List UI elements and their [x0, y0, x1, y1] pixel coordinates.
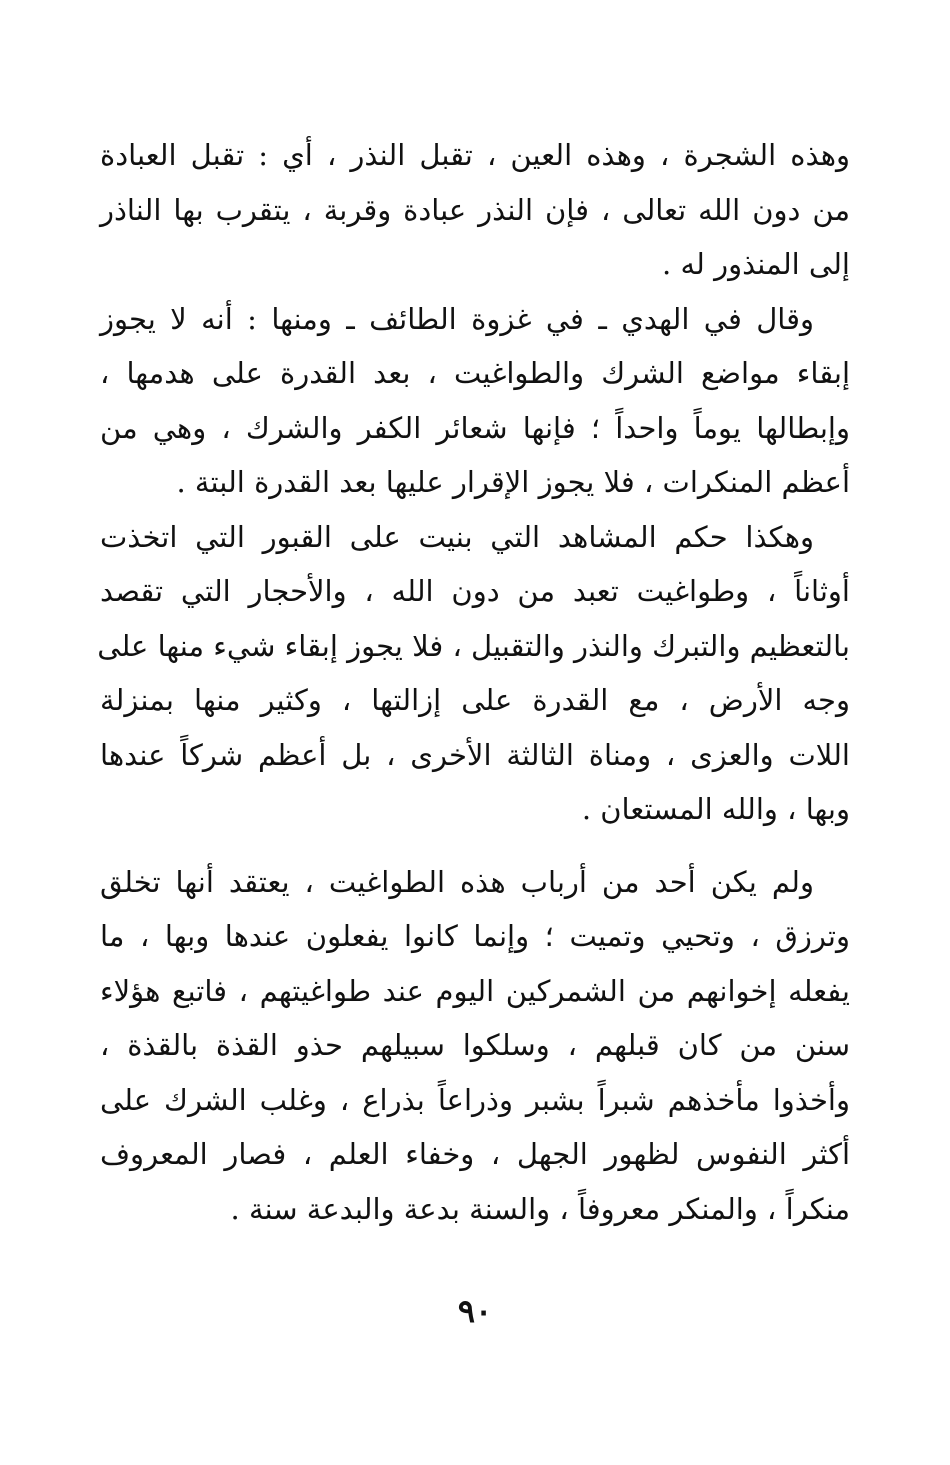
page-number: ٩٠	[457, 1292, 493, 1330]
paragraph-line: منكراً ، والمنكر معروفاً ، والسنة بدعة والبدعة سنة .	[230, 1191, 850, 1226]
paragraph-line: بالتعظيم والتبرك والنذر والتقبيل ، فلا يجوز إبقاء شيء منها على	[97, 628, 850, 663]
paragraph-3	[97, 510, 850, 837]
paragraph-line: وهكذا حكم المشاهد التي بنيت على القبور التي اتخذت	[100, 519, 814, 554]
paragraph-line: ولم يكن أحد من أرباب هذه الطواغيت ، يعتقد أنها تخلق	[100, 864, 814, 899]
paragraph-line: وأخذوا مأخذهم شبراً بشبر وذراعاً بذراع ، وغلب الشرك على	[100, 1082, 850, 1117]
paragraph-line: إبقاء مواضع الشرك والطواغيت ، بعد القدرة على هدمها ،	[100, 356, 850, 390]
paragraph-4	[100, 855, 850, 1237]
paragraph-line: أوثاناً ، وطواغيت تعبد من دون الله ، والأحجار التي تقصد	[100, 574, 850, 608]
paragraph-line: وترزق ، وتحيي وتميت ؛ وإنما كانوا يفعلون عندها وبها ، ما	[100, 919, 850, 953]
paragraph-1	[100, 128, 850, 292]
paragraph-line: وبها ، والله المستعان .	[581, 792, 850, 826]
paragraph-line: وإبطالها يوماً واحداً ؛ فإنها شعائر الكفر والشرك ، وهي من	[100, 410, 850, 445]
paragraph-line: أكثر النفوس لظهور الجهل ، وخفاء العلم ، فصار المعروف	[100, 1137, 850, 1171]
paragraph-spacer	[100, 837, 850, 855]
paragraph-line: يفعله إخوانهم من الشمركين اليوم عند طواغيتهم ، فاتبع هؤلاء	[100, 973, 850, 1008]
paragraph-2	[100, 292, 850, 510]
paragraph-line: وقال في الهدي ـ في غزوة الطائف ـ ومنها : أنه لا يجوز	[100, 301, 814, 336]
paragraph-line: سنن من كان قبلهم ، وسلكوا سبيلهم حذو القذة بالقذة ،	[100, 1028, 850, 1062]
paragraph-line: إلى المنذور له .	[662, 247, 850, 281]
paragraph-line: من دون الله تعالى ، فإن النذر عبادة وقربة ، يتقرب بها الناذر	[100, 192, 850, 227]
paragraph-line: وهذه الشجرة ، وهذه العين ، تقبل النذر ، أي : تقبل العبادة	[100, 138, 850, 172]
page-body-text	[97, 128, 850, 1236]
paragraph-line: أعظم المنكرات ، فلا يجوز الإقرار عليها بعد القدرة البتة .	[176, 465, 850, 499]
paragraph-line: وجه الأرض ، مع القدرة على إزالتها ، وكثير منها بمنزلة	[100, 683, 850, 717]
paragraph-line: اللات والعزى ، ومناة الثالثة الأخرى ، بل أعظم شركاً عندها	[100, 737, 850, 772]
